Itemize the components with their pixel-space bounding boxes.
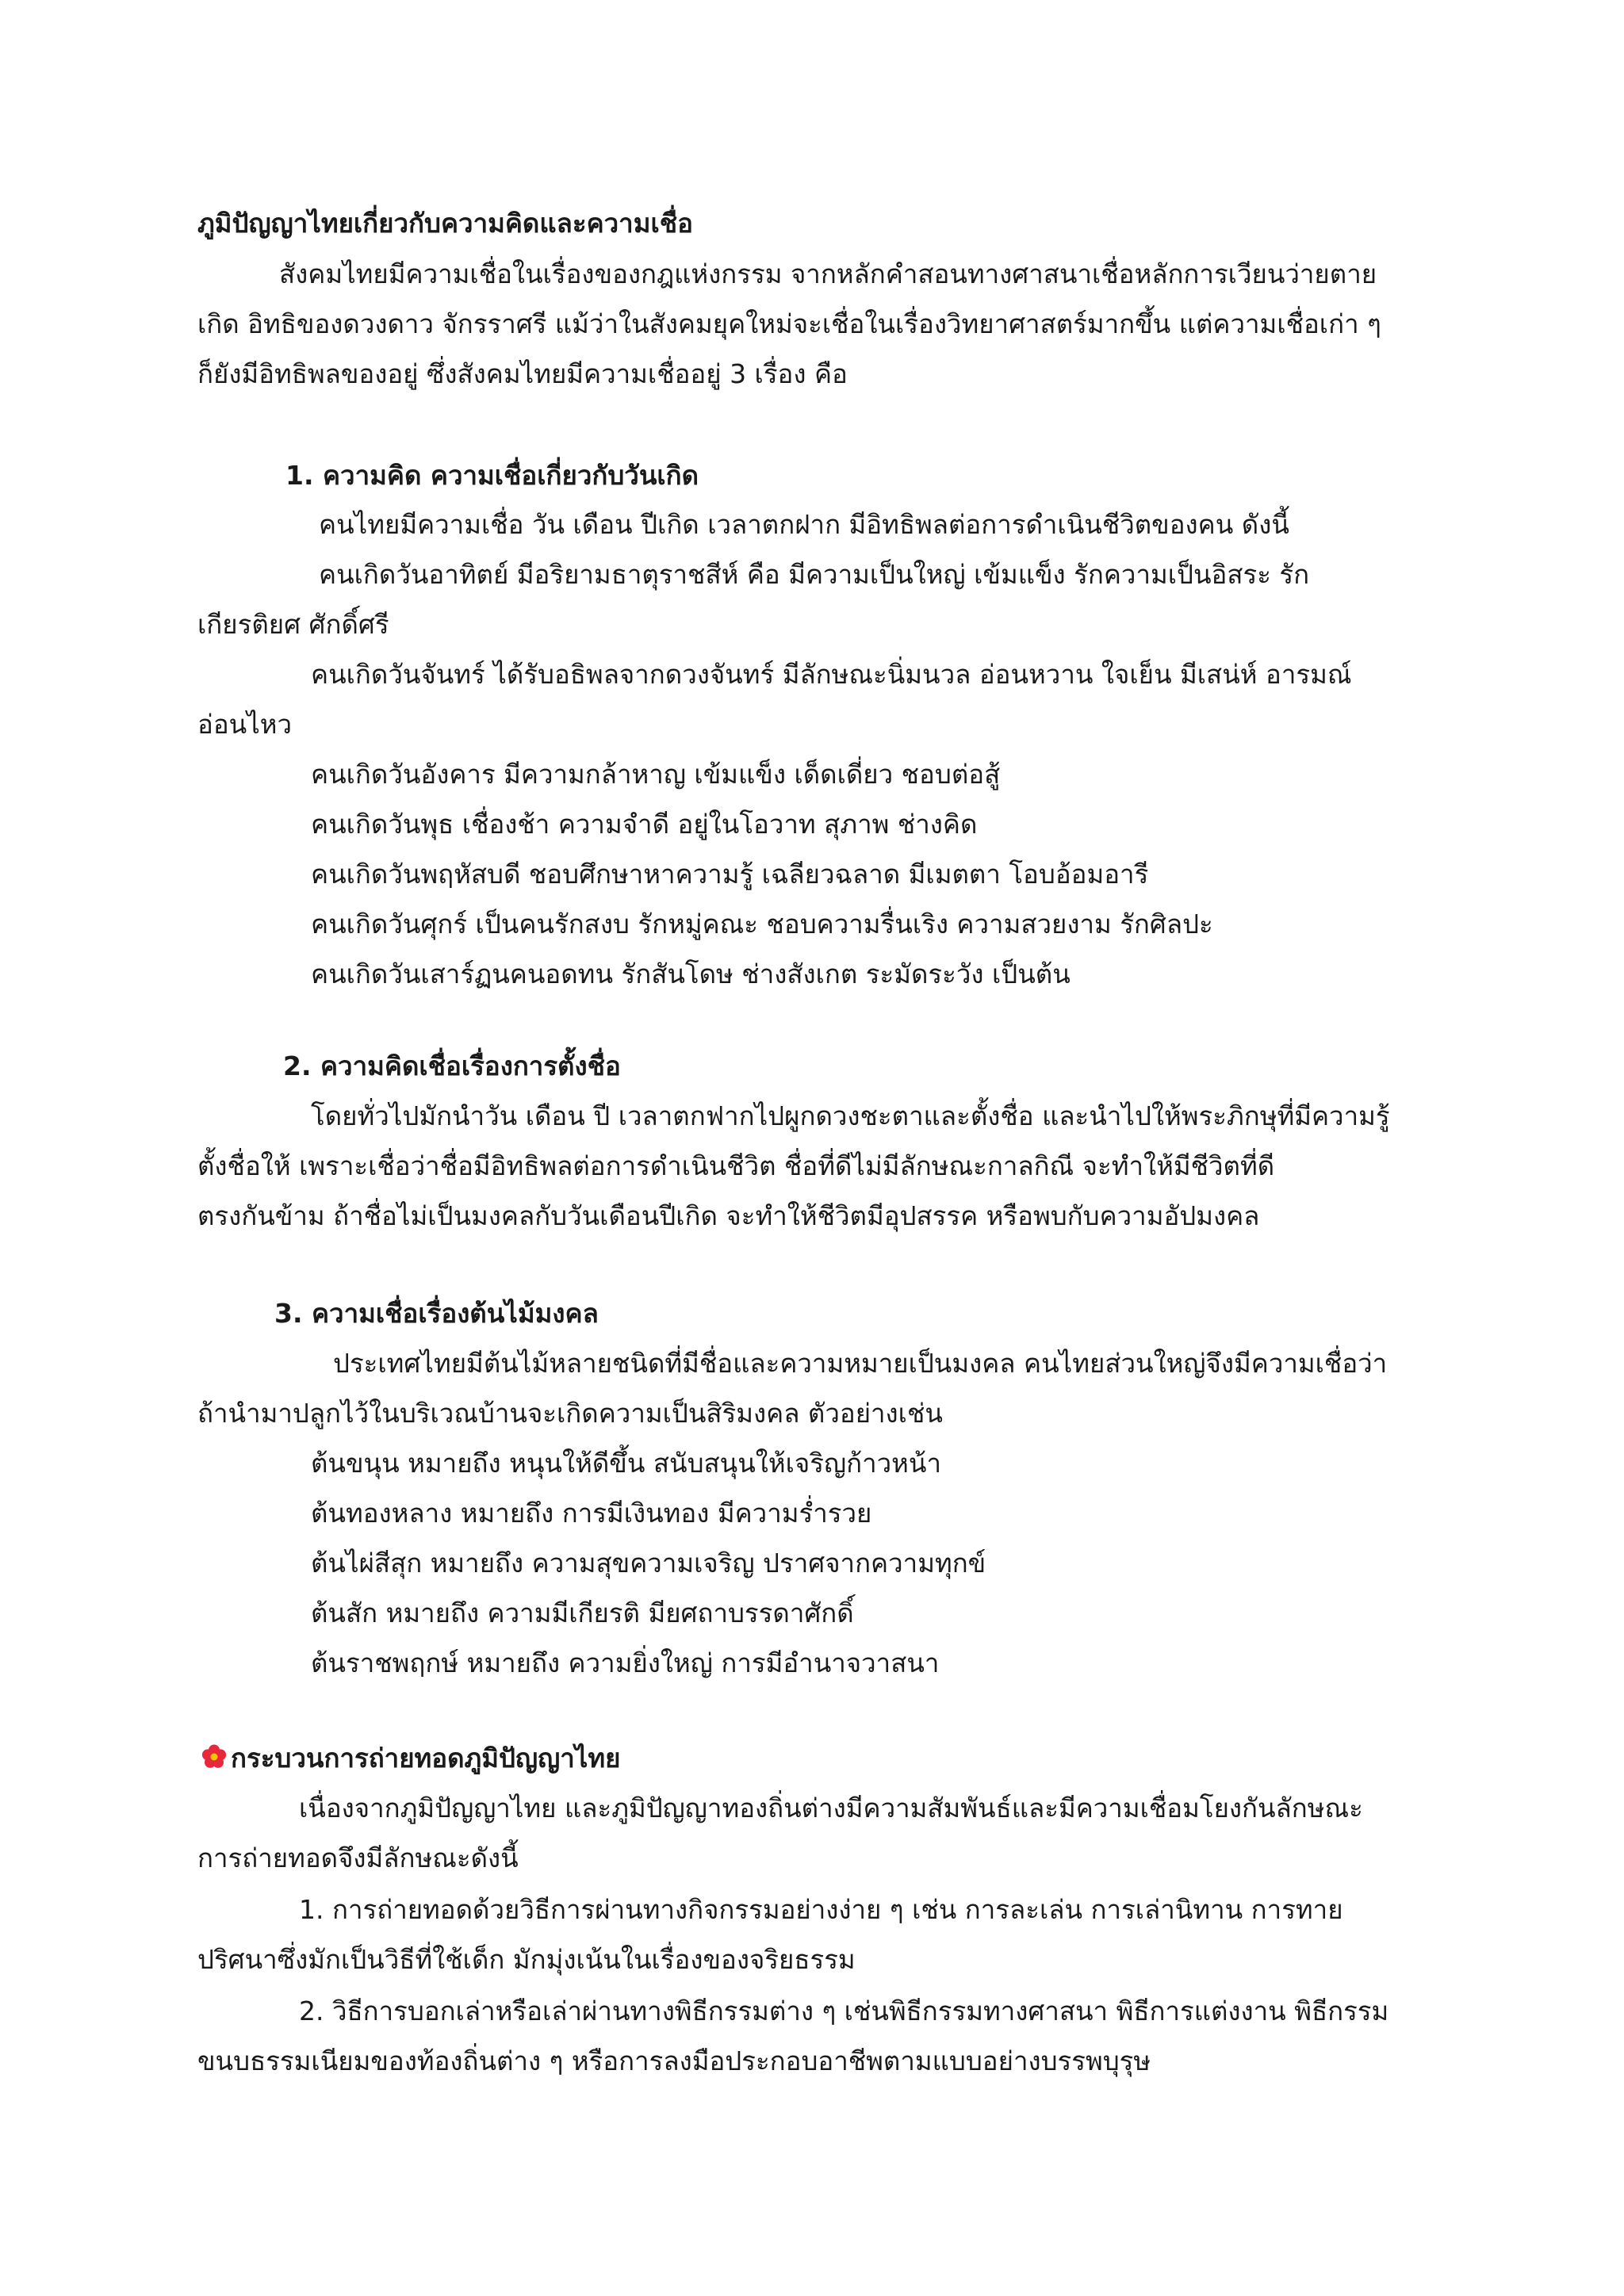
section-3-line: ต้นขนุน หมายถึง หนุนให้ดีขึ้น สนับสนุนให้เจริญก้าวหน้า (311, 1448, 941, 1479)
section-3-line: ต้นทองหลาง หมายถึง การมีเงินทอง มีความร่ำรวย (311, 1498, 872, 1529)
section-4-heading-row (201, 1741, 620, 1776)
intro-line-1: สังคมไทยมีความเชื่อในเรื่องของกฎแห่งกรรม จากหลักคำสอนทางศาสนาเชื่อหลักการเวียนว่ายตาย (279, 258, 1377, 289)
section-3-line: ต้นสัก หมายถึง ความมีเกียรติ มียศถาบรรดาศักดิ์ (311, 1598, 854, 1628)
section-1-line: คนเกิดวันพุธ เชื่องช้า ความจำดี อยู่ในโอวาท สุภาพ ช่างคิด (311, 809, 978, 840)
intro-line-3: ก็ยังมีอิทธิพลของอยู่ ซึ่งสังคมไทยมีความเชื่ออยู่ 3 เรื่อง คือ (197, 358, 848, 389)
section-2-line: โดยทั่วไปมักนำวัน เดือน ปี เวลาตกฟากไปผูกดวงชะตาและตั้งชื่อ และนำไปให้พระภิกษุที่มีความรู้ (311, 1100, 1390, 1131)
section-2-line: ตรงกันข้าม ถ้าชื่อไม่เป็นมงคลกับวันเดือนปีเกิด จะทำให้ชีวิตมีอุปสรรค หรือพบกับความอัปมงคล (197, 1200, 1260, 1231)
flower-icon (201, 1743, 228, 1770)
section-1-line: คนเกิดวันจันทร์ ได้รับอธิพลจากดวงจันทร์ มีลักษณะนิ่มนวล อ่อนหวาน ใจเย็น มีเสน่ห์ อารมณ์ (311, 659, 1352, 690)
section-4-line: ปริศนาซึ่งมักเป็นวิธีที่ใช้เด็ก มักมุ่งเน้นในเรื่องของจริยธรรม (197, 1944, 856, 1975)
section-1-line: คนเกิดวันอาทิตย์ มีอริยามธาตุราชสีห์ คือ มีความเป็นใหญ่ เข้มแข็ง รักความเป็นอิสระ รัก (319, 559, 1310, 590)
section-3-heading: 3. ความเชื่อเรื่องต้นไม้มงคล (274, 1298, 599, 1329)
section-1-line: คนเกิดวันพฤหัสบดี ชอบศึกษาหาความรู้ เฉลียวฉลาด มีเมตตา โอบอ้อมอารี (311, 859, 1149, 890)
section-1-line: คนเกิดวันเสาร์ฏนคนอดทน รักสันโดษ ช่างสังเกต ระมัดระวัง เป็นต้น (311, 959, 1071, 989)
section-4-heading: กระบวนการถ่ายทอดภูมิปัญญาไทย (231, 1743, 621, 1774)
section-1-line: คนเกิดวันอังคาร มีความกล้าหาญ เข้มแข็ง เด็ดเดี่ยว ชอบต่อสู้ (311, 759, 1001, 790)
section-1-line: อ่อนไหว (197, 709, 293, 740)
section-1-line: เกียรติยศ ศักดิ์ศรี (197, 609, 389, 640)
section-1-line: คนไทยมีความเชื่อ วัน เดือน ปีเกิด เวลาตกฝาก มีอิทธิพลต่อการดำเนินชีวิตของคน ดังนี้ (319, 509, 1289, 540)
section-4-line: 2. วิธีการบอกเล่าหรือเล่าผ่านทางพิธีกรรมต่าง ๆ เช่นพิธีกรรมทางศาสนา พิธีการแต่งงาน พิธีกรรม (299, 1996, 1389, 2026)
section-2-line: ตั้งชื่อให้ เพราะเชื่อว่าชื่อมีอิทธิพลต่อการดำเนินชีวิต ชื่อที่ดีไม่มีลักษณะกาลกิณี จะทำให้มีชีวิตที่ดี (197, 1150, 1275, 1181)
section-4-line: การถ่ายทอดจึงมีลักษณะดังนี้ (197, 1843, 519, 1873)
section-3-line: ประเทศไทยมีต้นไม้หลายชนิดที่มีชื่อและความหมายเป็นมงคล คนไทยส่วนใหญ่จึงมีความเชื่อว่า (333, 1348, 1388, 1379)
section-3-line: ถ้านำมาปลูกไว้ในบริเวณบ้านจะเกิดความเป็นสิริมงคล ตัวอย่างเช่น (197, 1398, 943, 1429)
document-title: ภูมิปัญญาไทยเกี่ยวกับความคิดและความเชื่อ (197, 208, 693, 239)
intro-line-2: เกิด อิทธิของดวงดาว จักรราศรี แม้ว่าในสังคมยุคใหม่จะเชื่อในเรื่องวิทยาศาสตร์มากขึ้น แต่ความเชื่อเก่า ๆ (197, 308, 1381, 339)
section-1-line: คนเกิดวันศุกร์ เป็นคนรักสงบ รักหมู่คณะ ชอบความรื่นเริง ความสวยงาม รักศิลปะ (311, 909, 1213, 939)
section-2-heading: 2. ความคิดเชื่อเรื่องการตั้งชื่อ (283, 1050, 621, 1081)
section-3-line: ต้นไผ่สีสุก หมายถึง ความสุขความเจริญ ปราศจากความทุกข์ (311, 1548, 986, 1578)
section-4-line: 1. การถ่ายทอดด้วยวิธีการผ่านทางกิจกรรมอย่างง่าย ๆ เช่น การละเล่น การเล่านิทาน การทาย (299, 1894, 1343, 1925)
section-4-line: ขนบธรรมเนียมของท้องถิ่นต่าง ๆ หรือการลงมือประกอบอาชีพตามแบบอย่างบรรพบุรุษ (197, 2045, 1151, 2076)
section-1-heading: 1. ความคิด ความเชื่อเกี่ยวกับวันเกิด (285, 460, 699, 491)
section-4-line: เนื่องจากภูมิปัญญาไทย และภูมิปัญญาทองถิ่นต่างมีความสัมพันธ์และมีความเชื่อมโยงกันลักษณะ (299, 1793, 1363, 1823)
section-3-line: ต้นราชพฤกษ์ หมายถึง ความยิ่งใหญ่ การมีอำนาจวาสนา (311, 1647, 940, 1678)
